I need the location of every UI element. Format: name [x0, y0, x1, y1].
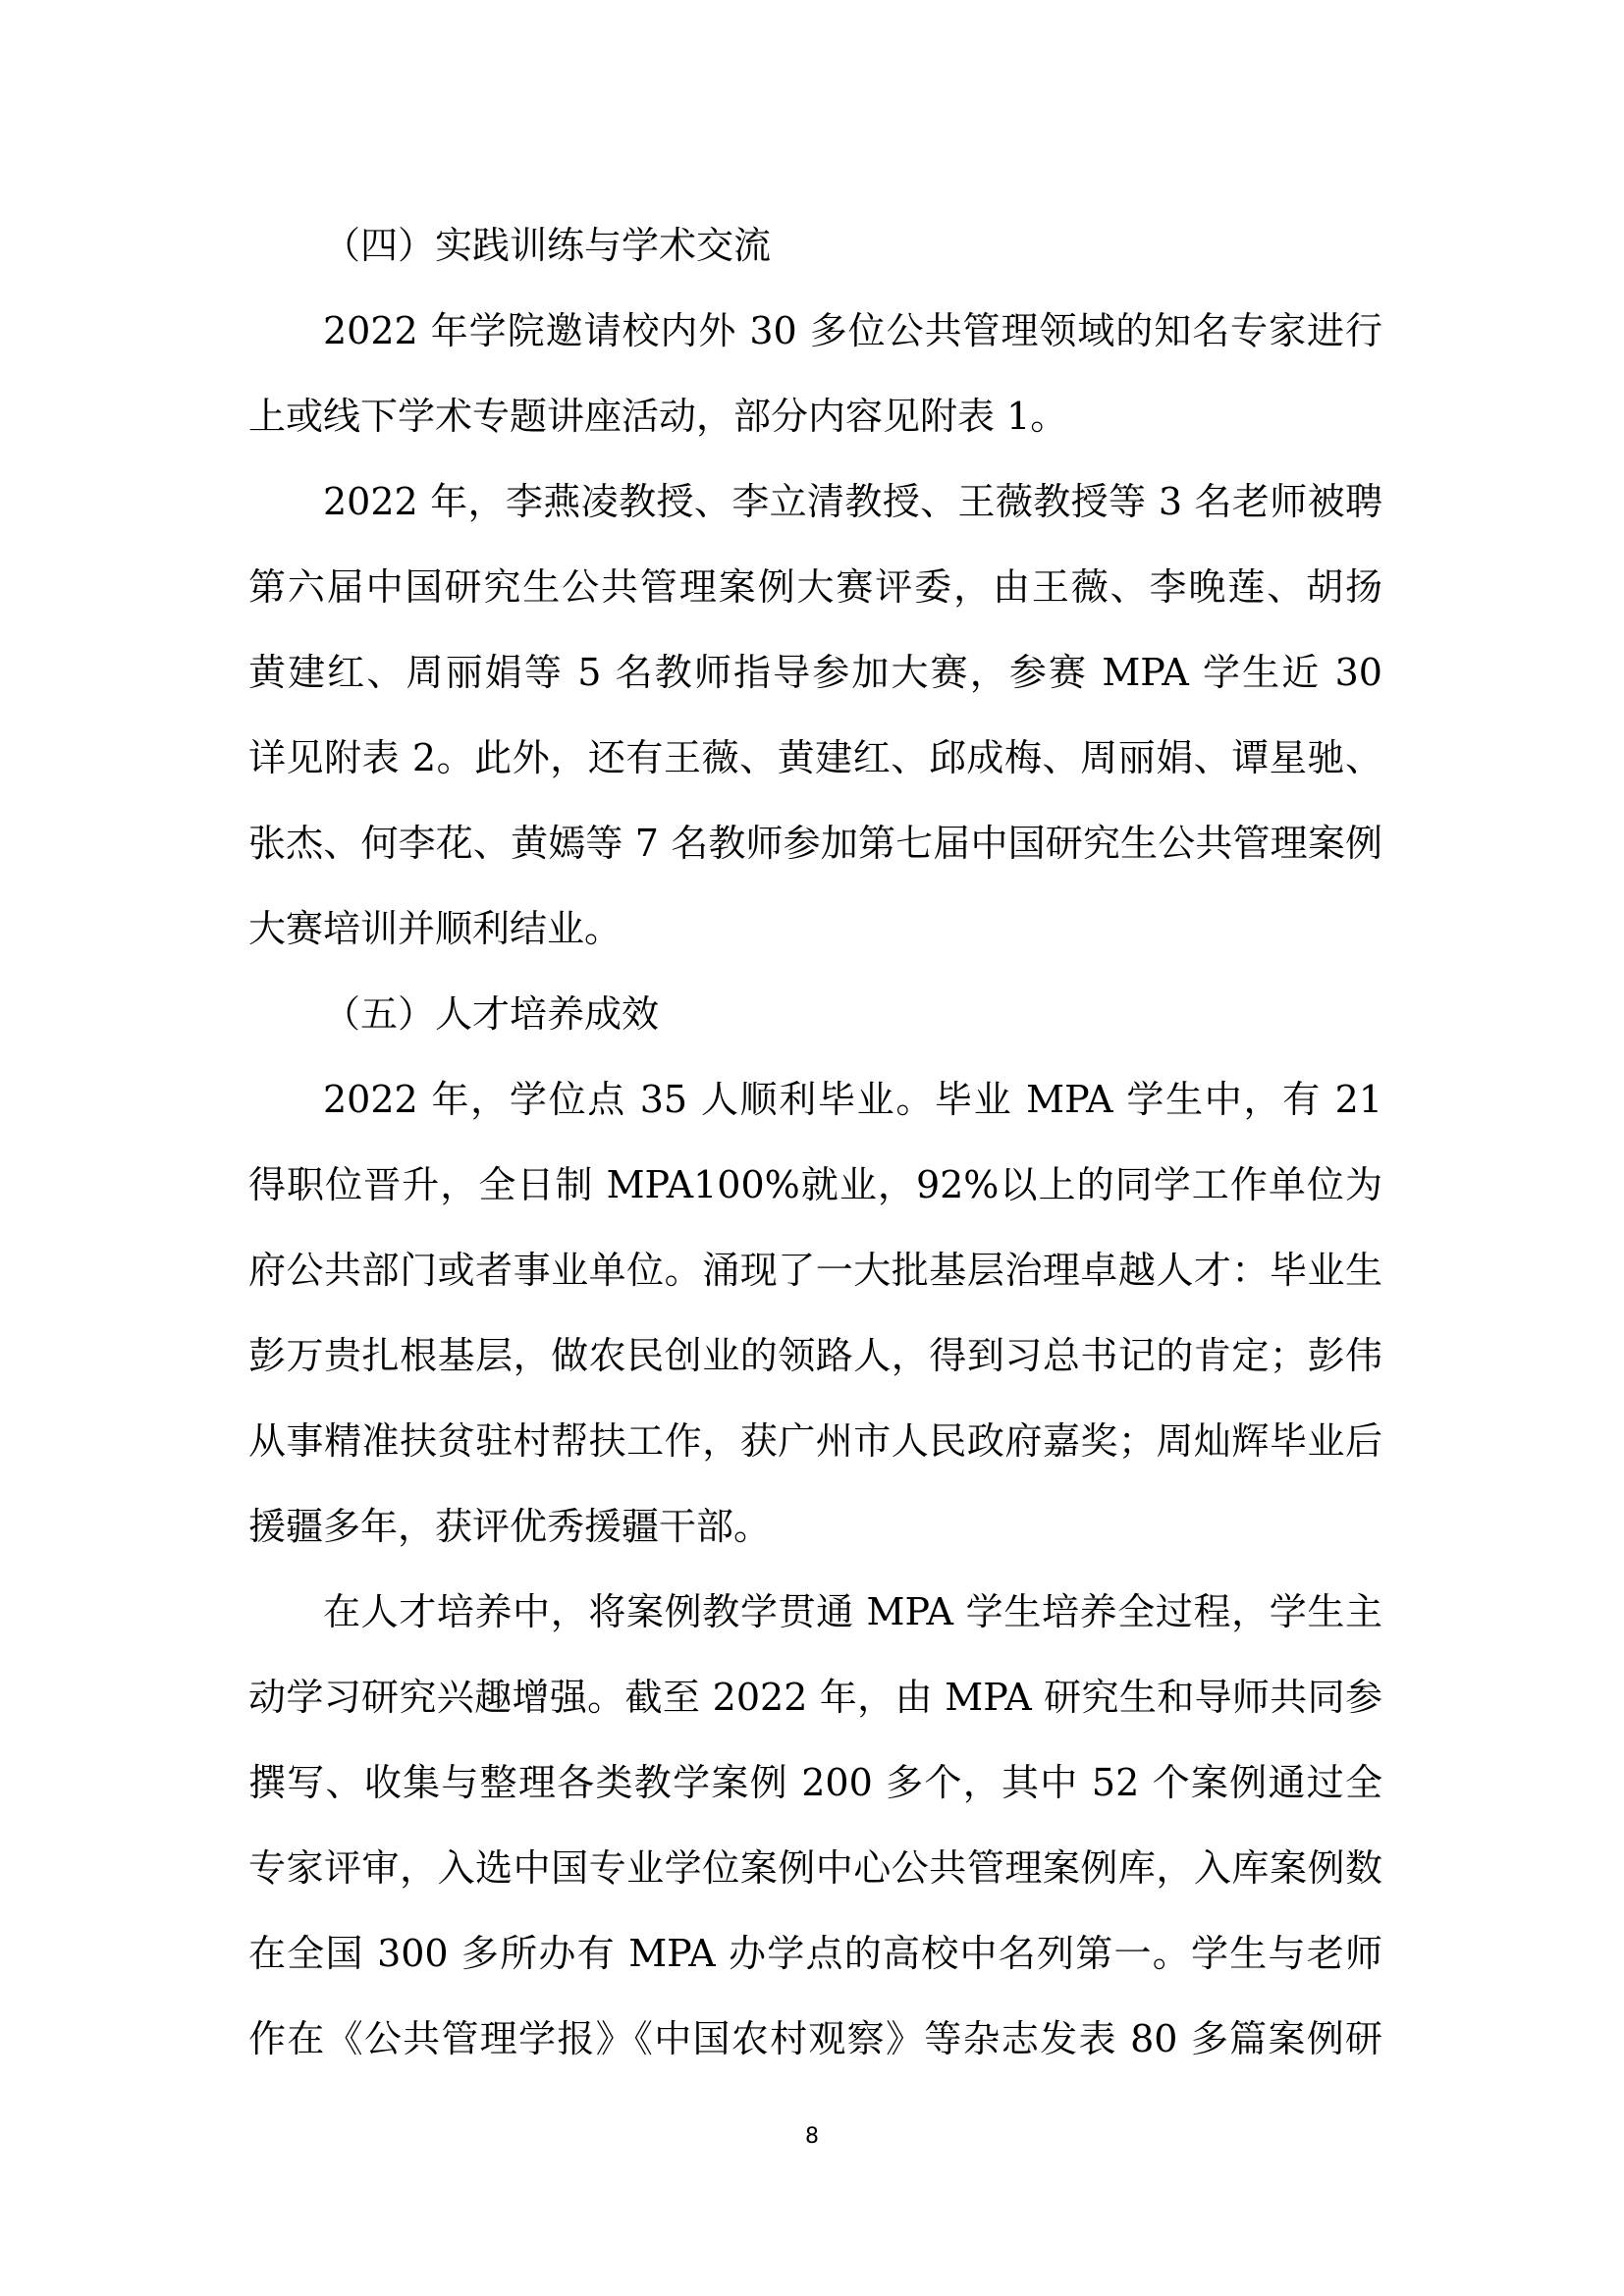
paragraph-line: 彭万贵扎根基层，做农民创业的领路人，得到习总书记的肯定；彭伟	[248, 1334, 1382, 1377]
paragraph-line: 2022 年学院邀请校内外 30 多位公共管理领域的知名专家进行	[323, 309, 1382, 352]
paragraph-line: 张杰、何李花、黄嫣等 7 名教师参加第七届中国研究生公共管理案例	[248, 822, 1382, 865]
paragraph-line: 黄建红、周丽娟等 5 名教师指导参加大赛，参赛 MPA 学生近 30	[248, 651, 1382, 694]
paragraph-line: 2022 年，李燕凌教授、李立清教授、王薇教授等 3 名老师被聘	[323, 480, 1382, 523]
paragraph-line: 动学习研究兴趣增强。截至 2022 年，由 MPA 研究生和导师共同参	[248, 1676, 1382, 1719]
paragraph-line: 作在《公共管理学报》《中国农村观察》等杂志发表 80 多篇案例研	[248, 2017, 1382, 2060]
paragraph-line: 援疆多年，获评优秀援疆干部。	[248, 1505, 772, 1548]
paragraph-line: 得职位晋升，全日制 MPA100%就业，92%以上的同学工作单位为	[248, 1163, 1382, 1206]
paragraph-line: 撰写、收集与整理各类教学案例 200 多个，其中 52 个案例通过全	[248, 1761, 1382, 1804]
paragraph-line: 2022 年，学位点 35 人顺利毕业。毕业 MPA 学生中，有 21	[323, 1078, 1382, 1121]
section-heading-practice: （四）实践训练与学术交流	[323, 224, 772, 267]
paragraph-line: 第六届中国研究生公共管理案例大赛评委，由王薇、李晚莲、胡扬	[248, 565, 1382, 609]
paragraph-line: 详见附表 2。此外，还有王薇、黄建红、邱成梅、周丽娟、谭星驰、	[248, 736, 1382, 779]
page-number: 8	[805, 2124, 819, 2149]
paragraph-line: 从事精准扶贫驻村帮扶工作，获广州市人民政府嘉奖；周灿辉毕业后	[248, 1419, 1382, 1463]
paragraph-line: 府公共部门或者事业单位。涌现了一大批基层治理卓越人才：毕业生	[248, 1249, 1382, 1292]
section-heading-outcomes: （五）人才培养成效	[323, 992, 660, 1036]
paragraph-line: 在人才培养中，将案例教学贯通 MPA 学生培养全过程，学生主	[323, 1590, 1382, 1633]
paragraph-line: 大赛培训并顺利结业。	[248, 907, 623, 950]
paragraph-line: 在全国 300 多所办有 MPA 办学点的高校中名列第一。学生与老师	[248, 1932, 1382, 1975]
paragraph-line: 专家评审，入选中国专业学位案例中心公共管理案例库，入库案例数	[248, 1846, 1382, 1890]
body-text	[248, 203, 1382, 2082]
paragraph-line: 上或线下学术专题讲座活动，部分内容见附表 1。	[248, 395, 1068, 438]
